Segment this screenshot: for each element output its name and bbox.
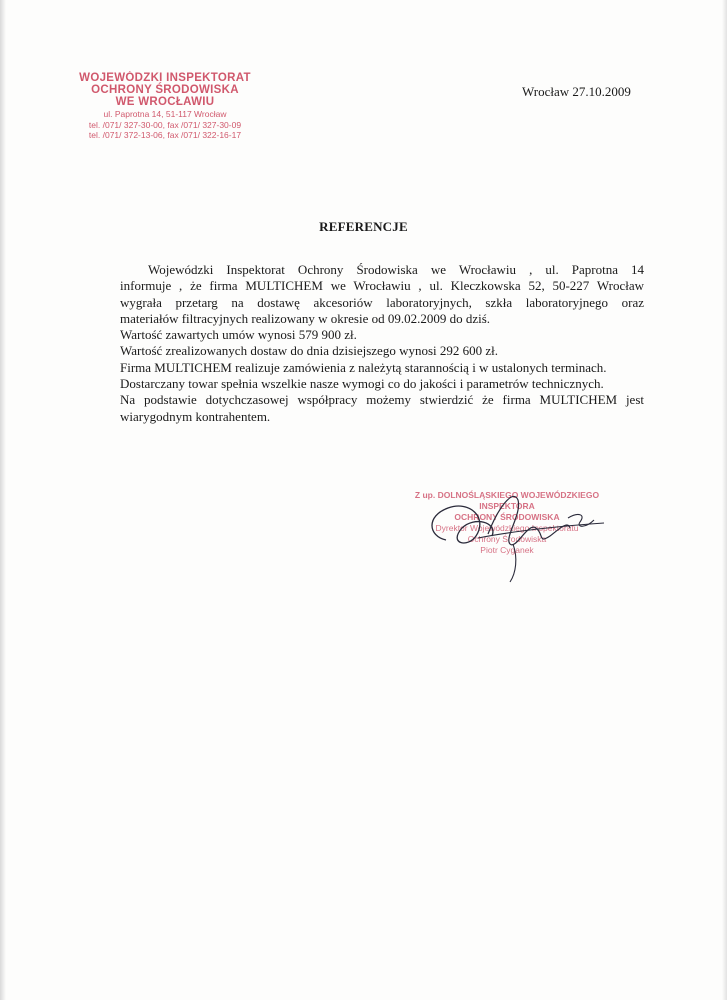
stamp-phone-2: tel. /071/ 372-13-06, fax /071/ 322-16-17 [88, 130, 242, 140]
body-line-10: wiarygodnym kontrahentem. [120, 408, 271, 424]
header-stamp [60, 72, 270, 141]
sig-stamp-line-4: Dyrektor Wojewódzkiego Inspektoratu [435, 523, 579, 533]
sig-stamp-line-3: OCHRONY ŚRODOWISKA [454, 512, 560, 522]
body-line-2: informuje , że firma MULTICHEM we Wrocławiu , ul. Kleczkowska 52, 50-227 Wrocław [120, 278, 644, 294]
body-line-1: Wojewódzki Inspektorat Ochrony Środowiska we Wrocławiu , ul. Paprotna 14 [148, 262, 644, 277]
body-line-8: Dostarczany towar spełnia wszelkie nasze wymogi co do jakości i parametrów technicznych. [120, 376, 604, 392]
body-line-7: Firma MULTICHEM realizuje zamówienia z należytą starannością i w ustalonych terminach. [120, 359, 607, 375]
body-line-9: Na podstawie dotychczasowej współpracy możemy stwierdzić że firma MULTICHEM jest [120, 392, 644, 408]
sig-stamp-line-6: Piotr Cyganek [480, 545, 534, 555]
document-title: REFERENCJE [319, 219, 408, 234]
stamp-line-2: OCHRONY ŚRODOWISKA [91, 84, 239, 96]
scan-edge-left [0, 0, 6, 1000]
scan-edge-right [722, 0, 727, 1000]
handwritten-signature [418, 478, 618, 583]
stamp-address: ul. Paprotna 14, 51-117 Wrocław [103, 109, 227, 119]
body-line-5: Wartość zawartych umów wynosi 579 900 zł. [120, 327, 357, 343]
stamp-line-1: WOJEWÓDZKI INSPEKTORAT [79, 72, 251, 84]
letter-body [120, 262, 644, 425]
letter-date: Wrocław 27.10.2009 [522, 84, 631, 99]
stamp-line-3: WE WROCŁAWIU [115, 96, 215, 108]
sig-stamp-line-1: Z up. DOLNOŚLĄSKIEGO WOJEWÓDZKIEGO [414, 490, 600, 500]
body-line-3: wygrała przetarg na dostawę akcesoriów laboratoryjnych, szkła laboratoryjnego oraz [120, 294, 644, 310]
body-line-6: Wartość zrealizowanych dostaw do dnia dzisiejszego wynosi 292 600 zł. [120, 343, 499, 359]
stamp-phone-1: tel. /071/ 327-30-00, fax /071/ 327-30-09 [88, 119, 242, 130]
sig-stamp-line-5: Ochrony Środowiska [467, 534, 547, 544]
sig-stamp-line-2: INSPEKTORA [479, 501, 535, 511]
body-line-4: materiałów filtracyjnych realizowany w okresie od 09.02.2009 do dziś. [120, 310, 491, 326]
